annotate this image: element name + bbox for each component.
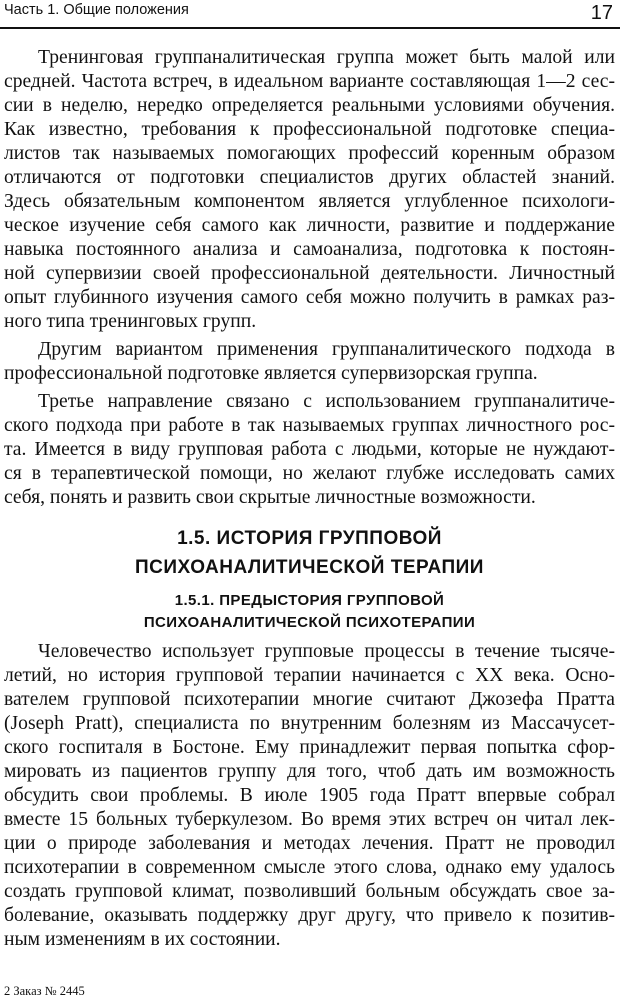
section-heading-line: 1.5. ИСТОРИЯ ГРУППОВОЙ [177, 528, 442, 549]
text-line: ной супервизии своей профессиональной деятельности. Личностный [4, 263, 615, 284]
paragraph-group [4, 46, 615, 510]
text-line: отличаются от подготовки специалистов других областей знаний. [4, 167, 615, 188]
text-line: Другим вариантом применения группаналитического подхода в [38, 339, 615, 360]
paragraph [4, 390, 615, 510]
subsection-heading [4, 590, 615, 634]
text-line: опыт глубинного изучения самого себя можно получить в рамках раз- [4, 287, 615, 308]
text-line: ного типа тренинговых групп. [4, 311, 257, 332]
text-line: летий, но история групповой терапии начинается с XX века. Осно- [4, 665, 615, 686]
body-text [4, 46, 615, 952]
section-paragraph [4, 640, 615, 952]
text-line: Человечество использует групповые процессы в течение тысяче- [38, 641, 615, 662]
text-line: мировать из пациентов группу для того, чтоб дать им возможность [4, 761, 615, 782]
text-line: ского подхода при работе в так называемых группах личностного рос- [4, 415, 615, 436]
text-line: Как известно, требования к профессиональной подготовке специа- [4, 119, 615, 140]
text-line: Тренинговая группаналитическая группа может быть малой или [38, 47, 615, 68]
text-line: Третье направление связано с использованием группаналитиче- [38, 391, 615, 412]
text-line: ского госпиталя в Бостоне. Ему принадлежит первая попытка сфор- [4, 737, 615, 758]
text-line: вместе 15 больных туберкулезом. Во время этих встреч он читал лек- [4, 809, 615, 830]
section-heading [4, 524, 615, 582]
text-line: средней. Частота встреч, в идеальном варианте составляющая 1—2 сес- [4, 71, 615, 92]
text-line: ся в терапевтической помощи, но желают глубже исследовать самих [4, 463, 615, 484]
text-line: листов так называемых помогающих профессий коренным образом [4, 143, 615, 164]
subsection-heading-line: ПСИХОАНАЛИТИЧЕСКОЙ ПСИХОТЕРАПИИ [143, 614, 476, 631]
running-head: Часть 1. Общие положения [4, 2, 189, 18]
text-line: (Joseph Pratt), специалиста по внутренним болезням из Массачусет- [4, 713, 615, 734]
page-number: 17 [590, 2, 613, 24]
text-line: ции о природе заболевания и методах лечения. Пратт не проводил [4, 833, 615, 854]
text-line: болевание, оказывать поддержку друг другу, что привело к позитив- [4, 905, 615, 926]
text-line: вателем групповой психотерапии многие считают Джозефа Пратта [4, 689, 615, 710]
text-line: профессиональной подготовке является супервизорская группа. [4, 363, 538, 384]
text-line: та. Имеется в виду групповая работа с людьми, которые не нуждают- [4, 439, 615, 460]
text-line: ческое изучение себя самого как личности, развитие и поддержание [4, 215, 615, 236]
text-line: Здесь обязательным компонентом является углубленное психологи- [4, 191, 615, 212]
text-line: обсудить свои проблемы. В июле 1905 года Пратт впервые собрал [4, 785, 615, 806]
text-line: себя, понять и развить свои скрытые личностные возможности. [4, 487, 536, 508]
subsection-heading-line: 1.5.1. ПРЕДЫСТОРИЯ ГРУППОВОЙ [174, 592, 445, 609]
paragraph [4, 46, 615, 334]
paragraph [4, 338, 615, 386]
text-line: психотерапии в современном смысле этого слова, однако ему удалось [4, 857, 615, 878]
text-line: навыка постоянного анализа и самоанализа, подготовка к постоян- [4, 239, 615, 260]
text-line: сии в неделю, нередко определяется реальными условиями обучения. [4, 95, 615, 116]
header-rule [0, 27, 620, 29]
section-heading-line: ПСИХОАНАЛИТИЧЕСКОЙ ТЕРАПИИ [135, 557, 484, 578]
text-line: ным изменениям в их состоянии. [4, 929, 281, 950]
printer-signature-mark: 2 Заказ № 2445 [4, 984, 85, 998]
text-line: создать групповой климат, позволивший больным обсуждать свое за- [4, 881, 615, 902]
